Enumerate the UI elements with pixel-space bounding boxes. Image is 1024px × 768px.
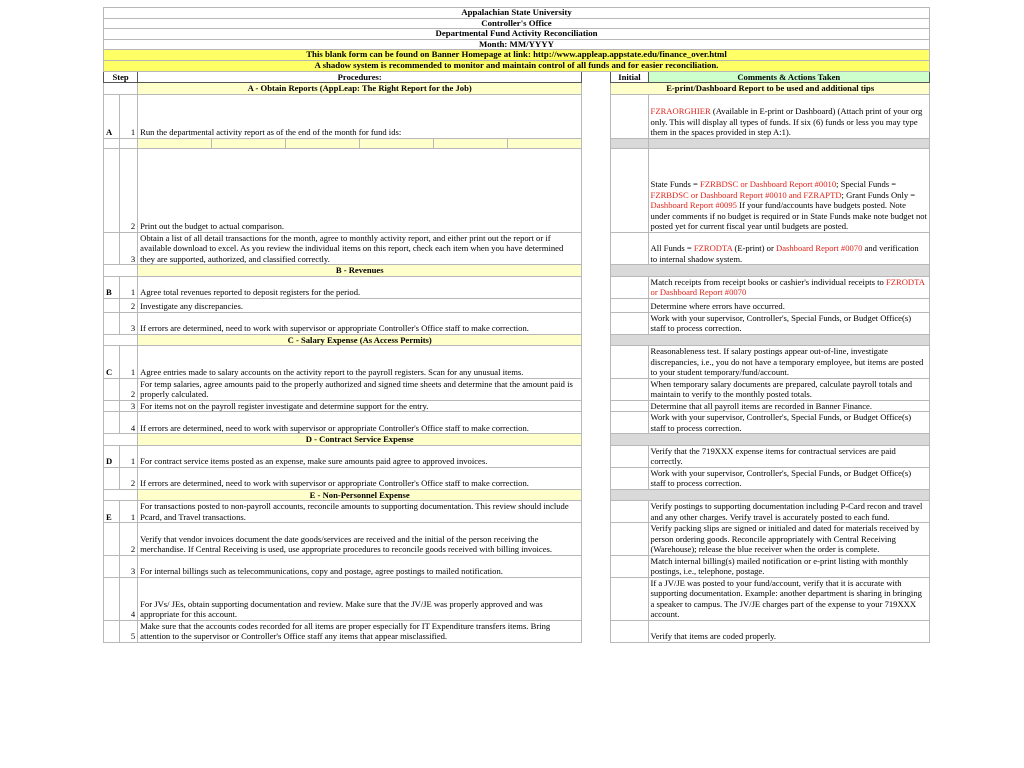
form-link-note[interactable]: This blank form can be found on Banner Homepage at link: http://www.appleap.appstate.edu/finance_over.html [104, 50, 930, 61]
step-number: 5 [120, 620, 138, 642]
initial-cell[interactable] [611, 400, 648, 412]
table-row [104, 276, 930, 298]
procedures-column-header: Procedures: [138, 71, 582, 83]
step-number: 2 [120, 148, 138, 232]
table-row [104, 378, 930, 400]
comment-cell: Work with your supervisor, Controller's, Special Funds, or Budget Office(s) staff to process correction. [648, 312, 929, 334]
procedure-text: For transactions posted to non-payroll accounts, reconcile amounts to supporting documentation. This review should include Pcard, and Travel transactions. [138, 501, 582, 523]
procedure-text: Make sure that the accounts codes recorded for all items are proper especially for IT Expenditure transfers items. Bring attention to the supervisor or Controller's Office staff any items that appear misclassified. [138, 620, 582, 642]
initial-cell[interactable] [611, 467, 648, 489]
university-title: Appalachian State University [104, 8, 930, 19]
initial-cell[interactable] [611, 94, 648, 138]
reconciliation-form [103, 7, 930, 643]
initial-cell[interactable] [611, 501, 648, 523]
procedure-text: Agree entries made to salary accounts on the activity report to the payroll registers. Scan for any unusual items. [138, 346, 582, 379]
report-code: FZRODTA [693, 243, 733, 254]
step-letter: A [104, 94, 120, 138]
comment-cell: Verify that the 719XXX expense items for contractual services are paid correctly. [648, 445, 929, 467]
comment-text: ; Special Funds = [836, 179, 897, 190]
step-number: 1 [120, 445, 138, 467]
table-row [104, 555, 930, 577]
table-row [104, 523, 930, 556]
procedure-text: For temp salaries, agree amounts paid to the properly authorized and signed time sheets and determine that the amount paid is properly calculated. [138, 378, 582, 400]
step-number: 2 [120, 523, 138, 556]
initial-cell[interactable] [611, 577, 648, 620]
comment-text: All Funds = [650, 243, 694, 254]
initial-cell[interactable] [611, 298, 648, 312]
report-code: FZRODTA or Dashboard Report #0070 [650, 276, 925, 298]
comment-cell: Determine that all payroll items are recorded in Banner Finance. [648, 400, 929, 412]
table-row [104, 577, 930, 620]
report-code: FZRBDSC or Dashboard Report #0010 [700, 179, 837, 190]
shadow-system-note: A shadow system is recommended to monitor and maintain control of all funds and for easier reconciliation. [104, 60, 930, 71]
initial-cell[interactable] [611, 555, 648, 577]
comment-cell [648, 94, 929, 138]
initial-cell[interactable] [611, 312, 648, 334]
step-number: 3 [120, 555, 138, 577]
initial-column-header: Initial [611, 71, 648, 83]
form-title: Departmental Fund Activity Reconciliation [104, 29, 930, 40]
comment-text: ; Grant Funds Only = [841, 189, 916, 200]
table-row [104, 467, 930, 489]
comment-cell [648, 276, 929, 298]
initial-cell[interactable] [611, 232, 648, 265]
report-code: Dashboard Report #0070 [775, 243, 863, 254]
report-code: FZRBDSC or Dashboard Report #0010 and FZRAPTD [650, 189, 842, 200]
comment-cell: Reasonableness test. If salary postings appear out-of-line, investigate discrepancies, i.e., you do not have a temporary employee, but items are posted to your student temporary/fund/account. [648, 346, 929, 379]
section-c-title: C - Salary Expense (As Access Permits) [138, 334, 582, 346]
table-row [104, 400, 930, 412]
comment-cell: Verify postings to supporting documentation including P-Card recon and travel and any other charges. Verify travel is accurately posted to each fund. [648, 501, 929, 523]
procedure-text: Verify that vendor invoices document the date goods/services are received and the initial of the person receiving the merchandise. If Central Receiving is used, use appropriate procedures to reconcile goods received with billing invoices. [138, 523, 582, 556]
month-field[interactable]: Month: MM/YYYY [104, 39, 930, 50]
step-number: 3 [120, 400, 138, 412]
procedure-text: For items not on the payroll register investigate and determine support for the entry. [138, 400, 582, 412]
table-row [104, 298, 930, 312]
comment-text: If your fund/accounts have budgets posted. Note under comments if no budget is required or in State Funds make note budget not posted yet for current fiscal year until budgets are posted. [650, 200, 927, 232]
table-row [104, 412, 930, 434]
table-row [104, 94, 930, 138]
comment-cell: Match internal billing(s) mailed notification or e-print listing with monthly postings, i.e., telephone, postage. [648, 555, 929, 577]
procedure-text: Print out the budget to actual comparison. [138, 148, 582, 232]
step-letter: C [104, 346, 120, 379]
table-row [104, 312, 930, 334]
step-number: 4 [120, 412, 138, 434]
comment-cell: Verify that items are coded properly. [648, 620, 929, 642]
comment-text: and verification to internal shadow system. [650, 243, 919, 264]
comment-text: (Available in E-print or Dashboard) (Attach print of your org only. This will display all types of funds. If six (6) funds or less you may type them in the spaces provided in step A:1). [650, 106, 923, 138]
procedure-text: If errors are determined, need to work with supervisor or appropriate Controller's Office staff to make correction. [138, 312, 582, 334]
fund-id-input[interactable] [212, 139, 286, 148]
step-column-header: Step [104, 71, 138, 83]
fund-id-input[interactable] [286, 139, 360, 148]
procedure-text: Investigate any discrepancies. [138, 298, 582, 312]
procedure-text: For internal billings such as telecommunications, copy and postage, agree postings to mailed notification. [138, 555, 582, 577]
fund-id-input[interactable] [434, 139, 508, 148]
procedure-text: If errors are determined, need to work with supervisor or appropriate Controller's Office staff to make correction. [138, 467, 582, 489]
office-title: Controller's Office [104, 18, 930, 29]
step-number: 2 [120, 467, 138, 489]
table-row [104, 501, 930, 523]
section-a-title: A - Obtain Reports (AppLeap: The Right Report for the Job) [138, 83, 582, 95]
step-letter: D [104, 445, 120, 467]
fund-id-input[interactable] [360, 139, 434, 148]
step-number: 1 [120, 501, 138, 523]
comment-cell: When temporary salary documents are prepared, calculate payroll totals and maintain to verify to the monthly posted totals. [648, 378, 929, 400]
comment-cell: Determine where errors have occurred. [648, 298, 929, 312]
report-code: FZRAORGHIER [650, 106, 711, 117]
step-letter: E [104, 501, 120, 523]
comment-cell [648, 232, 929, 265]
comment-cell: Work with your supervisor, Controller's, Special Funds, or Budget Office(s) staff to process correction. [648, 412, 929, 434]
comment-cell: If a JV/JE was posted to your fund/account, verify that it is accurate with supporting documentation. Example: another department is sharing in bringing a speaker to campus. The JV/JE charges part of the expense to your 719XXX account. [648, 577, 929, 620]
table-row [104, 232, 930, 265]
comment-text: State Funds = [650, 179, 701, 190]
step-number: 1 [120, 346, 138, 379]
initial-cell[interactable] [611, 276, 648, 298]
comment-text: Match receipts from receipt books or cashier's individual receipts to [650, 276, 886, 287]
step-number: 3 [120, 232, 138, 265]
comment-cell: Verify packing slips are signed or initialed and dated for materials received by person ordering goods. Reconcile appropriately with Central Receiving (Warehouse); release the blue receiver when the order is complete. [648, 523, 929, 556]
step-number: 1 [120, 276, 138, 298]
procedure-text: Obtain a list of all detail transactions for the month, agree to monthly activity report, and either print out the report or if available download to excel. As you review the individual items on this report, check each item when you have determined they are supported, authorized, and classified correctly. [138, 232, 582, 265]
fund-id-inputs[interactable] [138, 138, 582, 148]
table-row [104, 445, 930, 467]
initial-cell[interactable] [611, 445, 648, 467]
procedure-text: Agree total revenues reported to deposit registers for the period. [138, 276, 582, 298]
step-number: 3 [120, 312, 138, 334]
section-a-right-title: E-print/Dashboard Report to be used and additional tips [611, 83, 930, 95]
step-number: 2 [120, 378, 138, 400]
section-e-title: E - Non-Personnel Expense [138, 489, 582, 501]
initial-cell[interactable] [611, 148, 648, 232]
comments-column-header: Comments & Actions Taken [648, 71, 929, 83]
initial-cell[interactable] [611, 346, 648, 379]
comment-cell: Work with your supervisor, Controller's, Special Funds, or Budget Office(s) staff to process correction. [648, 467, 929, 489]
step-letter: B [104, 276, 120, 298]
fund-id-input[interactable] [508, 139, 581, 148]
fund-id-input[interactable] [138, 139, 212, 148]
comment-text: (E-print) or [732, 243, 776, 254]
step-number: 1 [120, 94, 138, 138]
section-b-title: B - Revenues [138, 265, 582, 277]
table-row [104, 620, 930, 642]
report-code: Dashboard Report #0095 [650, 200, 737, 211]
step-number: 4 [120, 577, 138, 620]
procedure-text: If errors are determined, need to work with supervisor or appropriate Controller's Office staff to make correction. [138, 412, 582, 434]
initial-cell[interactable] [611, 378, 648, 400]
procedure-text: For contract service items posted as an expense, make sure amounts paid agree to approved invoices. [138, 445, 582, 467]
comment-cell [648, 148, 929, 232]
initial-cell[interactable] [611, 523, 648, 556]
table-row [104, 148, 930, 232]
initial-cell[interactable] [611, 620, 648, 642]
section-d-title: D - Contract Service Expense [138, 434, 582, 446]
table-row [104, 346, 930, 379]
fund-id-row [104, 138, 930, 148]
initial-cell[interactable] [611, 412, 648, 434]
procedure-text: Run the departmental activity report as of the end of the month for fund ids: [138, 94, 582, 138]
step-number: 2 [120, 298, 138, 312]
procedure-text: For JVs/ JEs, obtain supporting documentation and review. Make sure that the JV/JE was properly approved and was appropriate for this account. [138, 577, 582, 620]
